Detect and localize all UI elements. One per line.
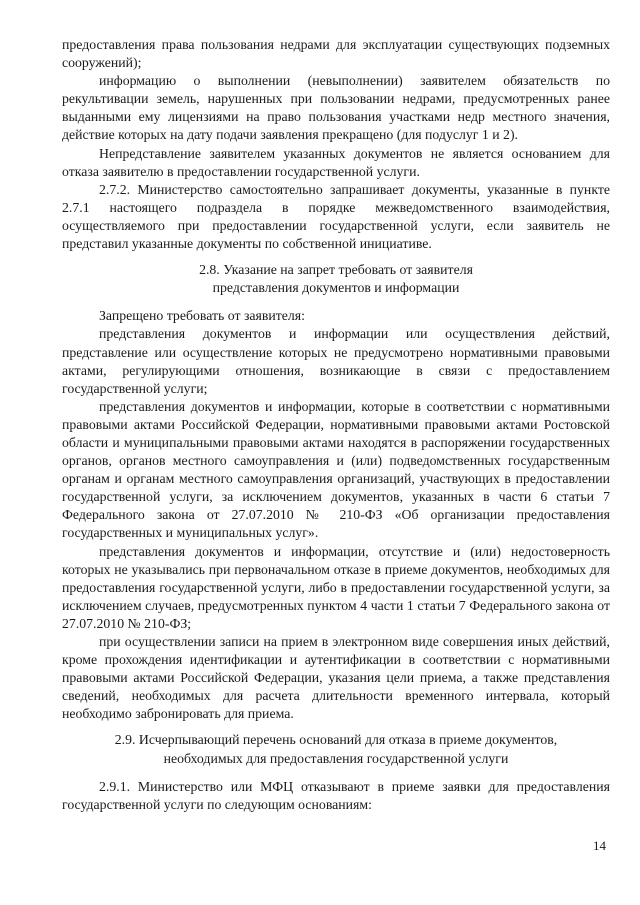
paragraph: представления документов и информации, отсутствие и (или) недостоверность которых не указывались при первоначальном отказе в приеме документов, необходимых для предоставления государственной услуги, либо в предоставлении государственной услуги, за исключением случаев, предусмотренных пунктом 4 части 1 статьи 7 Федерального закона от 27.07.2010 № 210-ФЗ; xyxy=(62,543,610,631)
heading-line: 2.8. Указание на запрет требовать от заявителя xyxy=(199,262,473,278)
heading-line: необходимых для предоставления государственной услуги xyxy=(163,750,509,766)
section-heading-2-8 xyxy=(62,261,610,297)
paragraph: Запрещено требовать от заявителя: xyxy=(99,308,305,324)
heading-line: 2.9. Исчерпывающий перечень оснований для отказа в приеме документов, xyxy=(114,732,558,748)
paragraph: представления документов и информации, которые в соответствии с нормативными правовыми актами Российской Федерации, нормативными правовыми актами Ростовской области и муниципальными правовыми актами находятся в распоряжении государственных органов, органов местного самоуправления и (или) подведомственных государственным органам и органам местного самоуправления организаций, участвующих в предоставлении государственной услуги, за исключением документов, указанных в части 6 статьи 7 Федерального закона от 27.07.2010 № 210-ФЗ «Об организации предоставления государственных и муниципальных услуг». xyxy=(62,398,610,541)
page-number: 14 xyxy=(593,838,606,853)
paragraph: предоставления права пользования недрами для эксплуатации существующих подземных сооружений); xyxy=(62,37,610,71)
paragraph: 2.7.2. Министерство самостоятельно запрашивает документы, указанные в пункте 2.7.1 настоящего подраздела в порядке межведомственного взаимодействия, осуществляемого при предоставлении государственной услуги, если заявитель не представил указанные документы по собственной инициативе. xyxy=(62,181,610,252)
section-heading-2-9 xyxy=(62,731,610,767)
document-page xyxy=(62,36,610,814)
heading-line: представления документов и информации xyxy=(212,280,460,296)
paragraph: информацию о выполнении (невыполнении) заявителем обязательств по рекультивации земель, нарушенных при пользовании недрами, предусмотренных ранее выданными ему лицензиями на право пользования участками недр местного значения, действие которых на дату подачи заявления прекращено (для подуслуг 1 и 2). xyxy=(62,73,610,143)
paragraph: при осуществлении записи на прием в электронном виде совершения иных действий, кроме прохождения идентификации и аутентификации в соответствии с нормативными правовыми актами Российской Федерации, указания цели приема, а также представления сведений, необходимых для расчета длительности временного интервала, который необходимо забронировать для приема. xyxy=(62,634,610,722)
paragraph: Непредставление заявителем указанных документов не является основанием для отказа заявителю в предоставлении государственной услуги. xyxy=(62,145,610,179)
paragraph: представления документов и информации или осуществления действий, представление или осуществление которых не предусмотрено нормативными правовыми актами, регулирующими отношения, возникающие в связи с предоставлением государственной услуги; xyxy=(62,326,610,396)
paragraph: 2.9.1. Министерство или МФЦ отказывают в приеме заявки для предоставления государственной услуги по следующим основаниям: xyxy=(62,778,610,812)
